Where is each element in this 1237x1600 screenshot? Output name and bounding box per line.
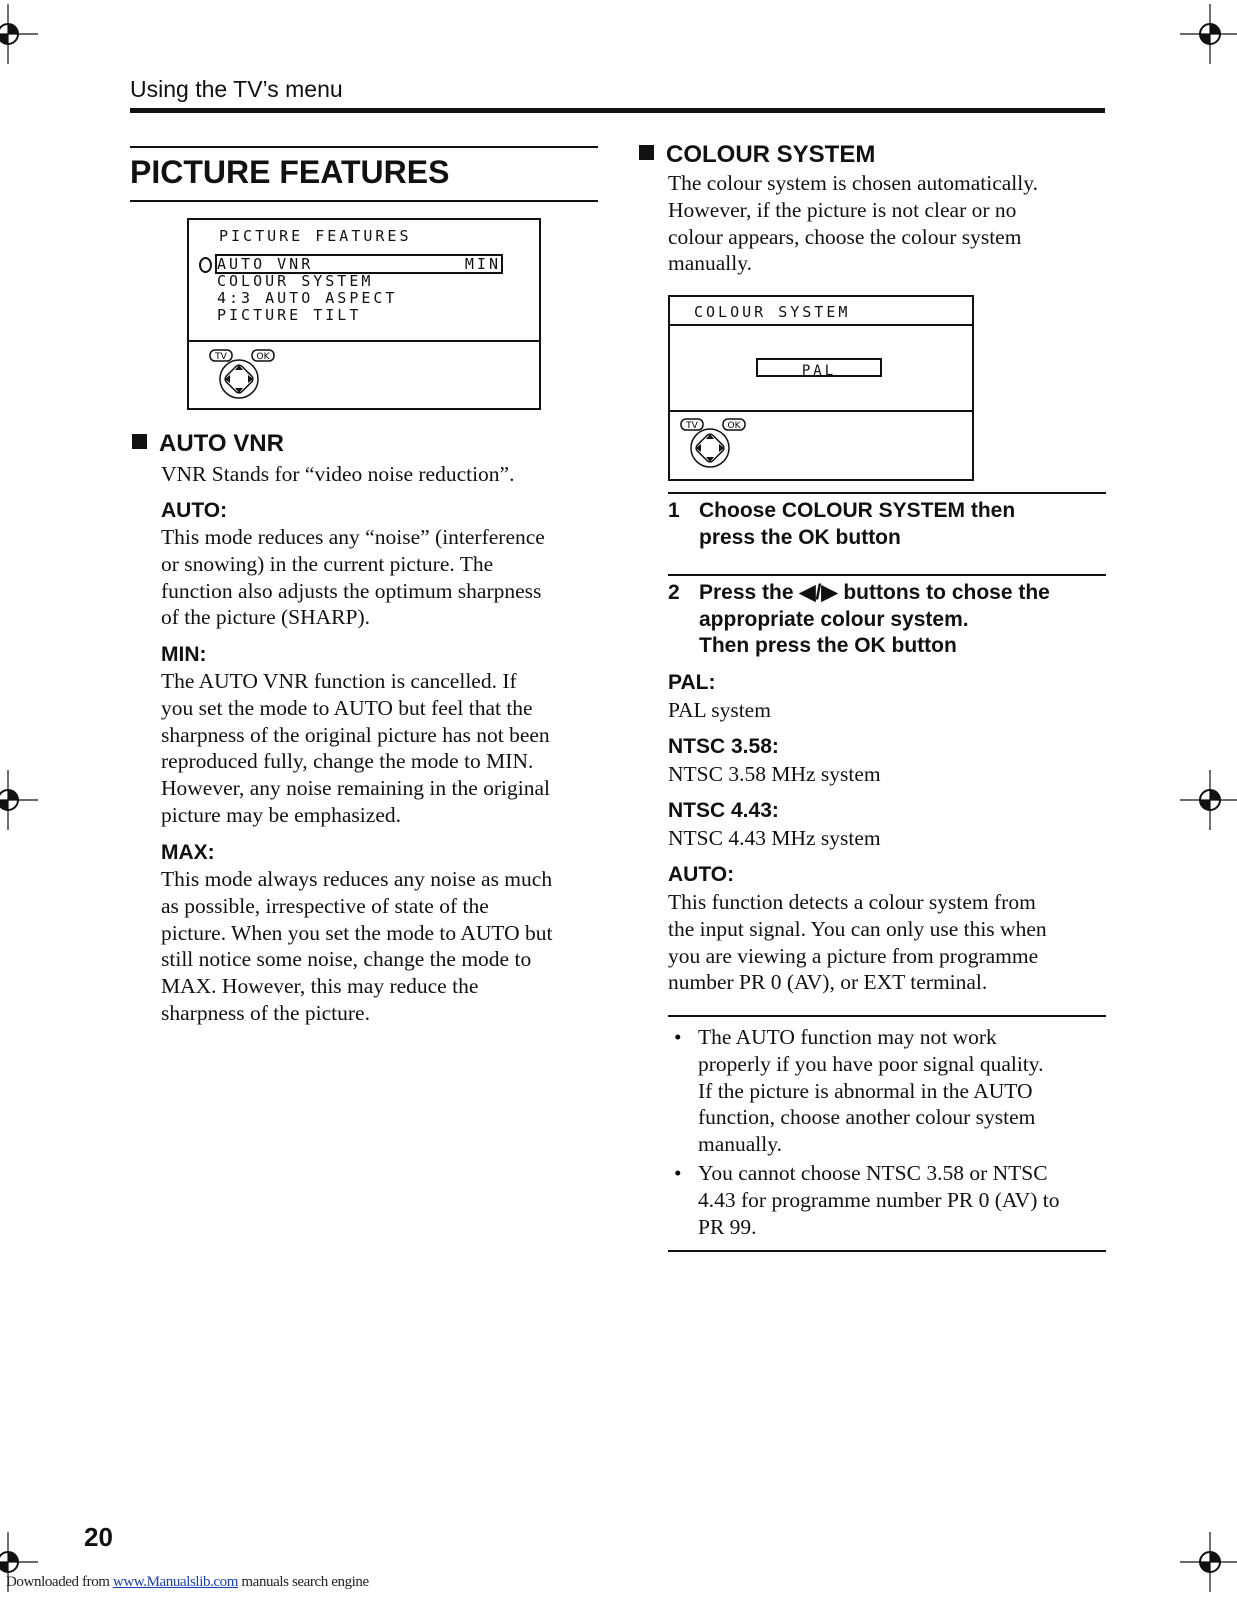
auto-line: This function detects a colour system from bbox=[668, 890, 1036, 914]
auto-line: you are viewing a picture from programme bbox=[668, 943, 1039, 968]
tv-ok-remote-icon bbox=[678, 415, 758, 475]
osd-divider bbox=[189, 340, 539, 342]
auto-mode-line: of the picture (SHARP). bbox=[161, 605, 370, 630]
osd-item-auto-vnr: AUTO VNR bbox=[217, 255, 314, 273]
tv-button-label: TV bbox=[686, 421, 698, 431]
osd-divider bbox=[670, 410, 972, 412]
registration-mark-top-right bbox=[1180, 4, 1237, 64]
step-divider bbox=[668, 492, 1106, 494]
auto-vnr-heading bbox=[132, 430, 284, 458]
ok-button-label: OK bbox=[256, 352, 270, 362]
step-divider bbox=[668, 574, 1106, 576]
header-rule bbox=[130, 108, 1105, 113]
notes-top-rule bbox=[668, 1015, 1106, 1017]
intro-line: However, if the picture is not clear or no bbox=[668, 197, 1017, 222]
max-mode-line: MAX. However, this may reduce the bbox=[161, 974, 479, 999]
osd-header-divider bbox=[670, 324, 972, 326]
max-mode-line: as possible, irrespective of state of the bbox=[161, 893, 489, 918]
notes-bottom-rule bbox=[668, 1250, 1106, 1252]
note-line: You cannot choose NTSC 3.58 or NTSC bbox=[698, 1160, 1048, 1185]
bullet-icon: • bbox=[674, 1160, 682, 1185]
step-line: appropriate colour system. bbox=[699, 607, 969, 631]
ok-button-label: OK bbox=[727, 421, 741, 431]
intro-line: The colour system is chosen automatically. bbox=[668, 171, 1038, 195]
max-mode-label: MAX: bbox=[161, 841, 215, 864]
max-mode-line: sharpness of the picture. bbox=[161, 1000, 370, 1025]
registration-mark-top-left bbox=[0, 4, 38, 64]
colour-system-heading bbox=[639, 141, 875, 169]
manualslib-link[interactable]: www.Manualslib.com bbox=[112, 1574, 239, 1590]
min-mode-line: picture may be emphasized. bbox=[161, 802, 401, 827]
note-line: properly if you have poor signal quality. bbox=[698, 1051, 1044, 1076]
colour-system-intro bbox=[668, 170, 1108, 277]
step-line: Press the ◀/▶ buttons to chose the bbox=[699, 581, 1050, 604]
registration-mark-mid-right bbox=[1180, 770, 1237, 830]
osd-value-box bbox=[756, 358, 882, 377]
osd-selection-marker-icon bbox=[199, 257, 212, 273]
square-bullet-icon bbox=[132, 434, 147, 449]
note-line: manually. bbox=[698, 1132, 782, 1157]
auto-mode-line: function also adjusts the optimum sharpness bbox=[161, 578, 542, 603]
ntsc358-label: NTSC 3.58: bbox=[668, 735, 779, 758]
ntsc358-text: NTSC 3.58 MHz system bbox=[668, 762, 881, 786]
footer-suffix: manuals search engine bbox=[238, 1574, 369, 1590]
ntsc443-label: NTSC 4.43: bbox=[668, 799, 779, 822]
colour-system-osd bbox=[668, 295, 974, 481]
auto-mode-label: AUTO: bbox=[161, 499, 228, 522]
min-mode-text bbox=[161, 668, 601, 829]
intro-line: colour appears, choose the colour system bbox=[668, 224, 1022, 249]
auto-text bbox=[668, 889, 1108, 996]
osd-value-pal: PAL bbox=[801, 363, 837, 379]
pal-text: PAL system bbox=[668, 698, 771, 722]
osd-item-picture-tilt: PICTURE TILT bbox=[217, 306, 362, 324]
footer-prefix: Downloaded from bbox=[6, 1574, 113, 1590]
page-number: 20 bbox=[84, 1522, 113, 1552]
min-mode-line: sharpness of the original picture has not been bbox=[161, 722, 550, 747]
max-mode-line: picture. When you set the mode to AUTO but bbox=[161, 920, 553, 945]
max-mode-line: This mode always reduces any noise as much bbox=[161, 867, 553, 891]
auto-mode-text bbox=[161, 524, 601, 631]
osd-item-colour-system: COLOUR SYSTEM bbox=[217, 272, 374, 290]
pal-label: PAL: bbox=[668, 671, 716, 694]
osd-selected-row bbox=[215, 254, 503, 274]
note-line: If the picture is abnormal in the AUTO bbox=[698, 1078, 1033, 1103]
auto-line: number PR 0 (AV), or EXT terminal. bbox=[668, 970, 988, 995]
step-number: 2 bbox=[668, 581, 680, 604]
registration-mark-bottom-right bbox=[1180, 1532, 1237, 1592]
note-line: 4.43 for programme number PR 0 (AV) to bbox=[698, 1187, 1060, 1212]
download-footer bbox=[6, 1574, 369, 1591]
osd-title: PICTURE FEATURES bbox=[219, 227, 412, 245]
osd-item-aspect: 4:3 AUTO ASPECT bbox=[217, 289, 398, 307]
tv-ok-remote-icon bbox=[207, 346, 287, 406]
min-mode-line: The AUTO VNR function is cancelled. If bbox=[161, 669, 517, 693]
min-mode-line: reproduced fully, change the mode to MIN. bbox=[161, 749, 534, 774]
note-line: The AUTO function may not work bbox=[698, 1025, 997, 1049]
auto-line: the input signal. You can only use this when bbox=[668, 916, 1047, 941]
note-item bbox=[668, 1160, 1108, 1240]
step-line: Then press the OK button bbox=[699, 634, 957, 657]
auto-label: AUTO: bbox=[668, 863, 735, 886]
running-header: Using the TV’s menu bbox=[130, 76, 343, 102]
step-number: 1 bbox=[668, 499, 680, 522]
auto-vnr-intro: VNR Stands for “video noise reduction”. bbox=[161, 462, 515, 486]
note-line: function, choose another colour system bbox=[698, 1105, 1036, 1130]
tv-button-label: TV bbox=[215, 352, 227, 362]
registration-mark-mid-left bbox=[0, 770, 38, 830]
max-mode-text bbox=[161, 866, 601, 1027]
square-bullet-icon bbox=[639, 145, 654, 160]
osd-title: COLOUR SYSTEM bbox=[694, 303, 851, 321]
notes-list bbox=[668, 1024, 1108, 1242]
page-title: PICTURE FEATURES bbox=[130, 154, 450, 190]
min-mode-line: However, any noise remaining in the original bbox=[161, 776, 551, 801]
picture-features-osd bbox=[187, 218, 541, 410]
intro-line: manually. bbox=[668, 251, 752, 276]
min-mode-line: you set the mode to AUTO but feel that the bbox=[161, 695, 533, 720]
note-line: PR 99. bbox=[698, 1214, 757, 1239]
step-line: Choose COLOUR SYSTEM then bbox=[699, 499, 1016, 522]
note-item bbox=[668, 1024, 1108, 1158]
picture-features-title-box bbox=[130, 146, 598, 202]
osd-item-auto-vnr-value: MIN bbox=[464, 255, 501, 273]
max-mode-line: still notice some noise, change the mode to bbox=[161, 947, 532, 972]
step-line: press the OK button bbox=[699, 525, 901, 549]
auto-mode-line: or snowing) in the current picture. The bbox=[161, 551, 494, 576]
auto-mode-line: This mode reduces any “noise” (interference bbox=[161, 525, 545, 549]
auto-vnr-heading-text: AUTO VNR bbox=[159, 430, 284, 457]
min-mode-label: MIN: bbox=[161, 643, 207, 666]
bullet-icon: • bbox=[674, 1025, 682, 1049]
colour-system-heading-text: COLOUR SYSTEM bbox=[666, 141, 876, 168]
ntsc443-text: NTSC 4.43 MHz system bbox=[668, 826, 881, 850]
